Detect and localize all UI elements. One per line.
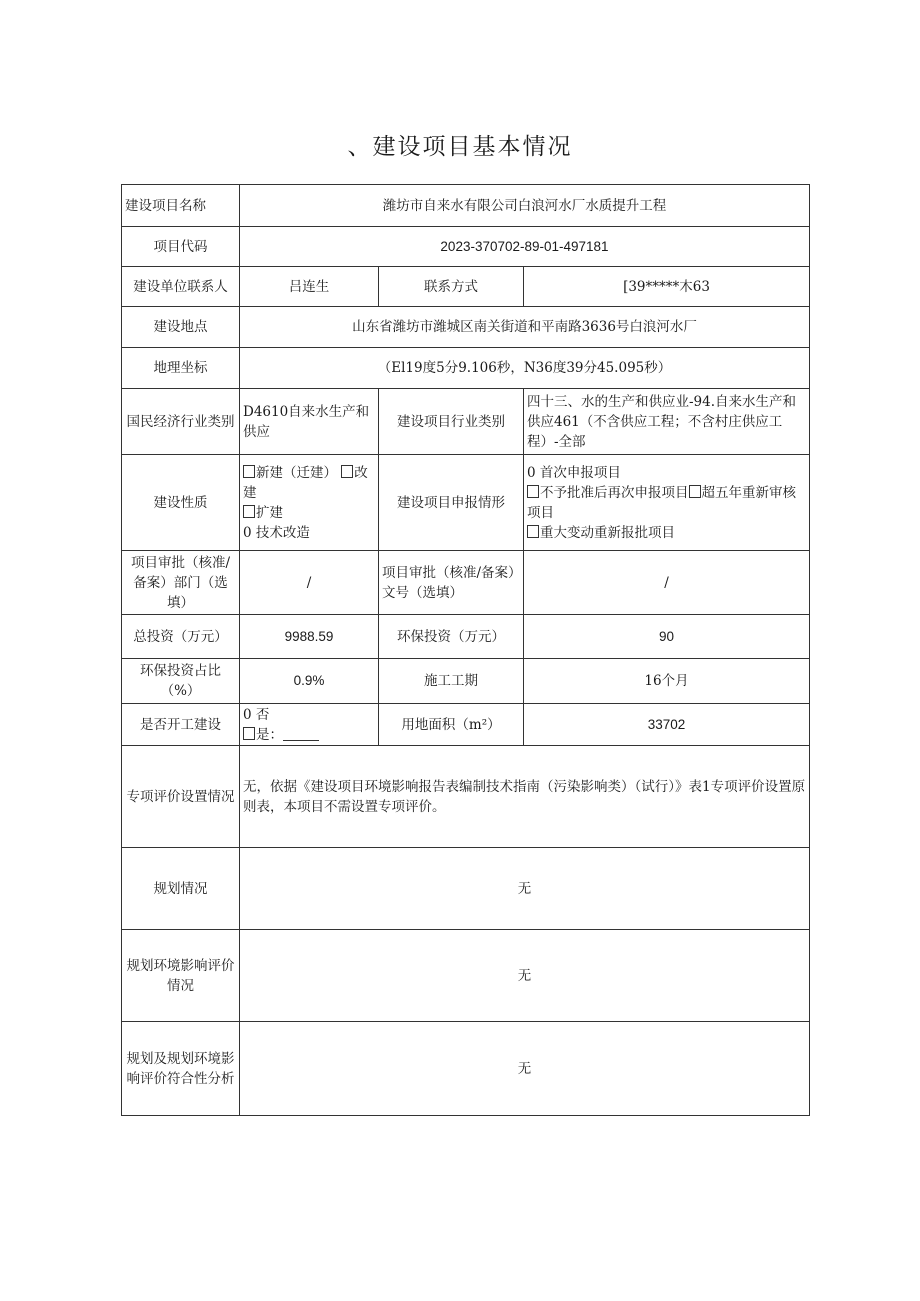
change-checkbox[interactable]	[341, 465, 353, 478]
nature-tech: 技术改造	[255, 524, 310, 541]
row-project-code	[122, 227, 810, 267]
row-planning	[122, 848, 810, 930]
row-contact	[122, 267, 810, 307]
row-coords	[122, 348, 810, 389]
expand-checkbox[interactable]	[243, 505, 255, 518]
report-first-mark[interactable]: 0	[527, 464, 536, 481]
contact-value: 吕连生	[240, 267, 379, 307]
nature-expand: 扩建	[256, 504, 283, 521]
total-investment-value: 9988.59	[240, 615, 379, 659]
planning-value: 无	[240, 848, 810, 930]
special-eval-value: 无，依据《建设项目环境影响报告表编制技术指南（污染影响类）（试行）》表1专项评价设置原则表，本项目不需设置专项评价。	[240, 746, 810, 848]
coords-value: （El19度5分9.106秒，N36度39分45.095秒）	[240, 348, 810, 389]
industry-label: 国民经济行业类别	[122, 389, 240, 455]
project-code-label: 项目代码	[122, 227, 240, 267]
total-investment-label: 总投资（万元）	[122, 615, 240, 659]
nature-change: 改建	[243, 464, 368, 501]
row-ratio	[122, 659, 810, 704]
row-nature	[122, 455, 810, 551]
construction-period-value: 16个月	[524, 659, 810, 704]
major-checkbox[interactable]	[527, 525, 539, 538]
approval-dept-value: /	[240, 551, 379, 615]
project-code-value: 2023-370702-89-01-497181	[240, 227, 810, 267]
row-special	[122, 746, 810, 848]
row-planning-eia	[122, 930, 810, 1022]
row-approval	[122, 551, 810, 615]
row-started	[122, 704, 810, 746]
env-ratio-label: 环保投资占比（%）	[122, 659, 240, 704]
row-investment	[122, 615, 810, 659]
project-name-value: 潍坊市自来水有限公司白浪河水厂水质提升工程	[240, 185, 810, 227]
report-label: 建设项目申报情形	[379, 455, 524, 551]
started-options	[240, 704, 379, 746]
location-label: 建设地点	[122, 307, 240, 348]
report-reapply: 不予批准后再次申报项目	[540, 484, 689, 501]
conformity-label: 规划及规划环境影响评价符合性分析	[122, 1022, 240, 1116]
approval-dept-label: 项目审批（核准/备案）部门（选填）	[122, 551, 240, 615]
contact-method-value: [39*****木63	[524, 267, 810, 307]
project-info-table	[121, 184, 810, 1116]
nature-new: 新建（迁建）	[256, 464, 337, 481]
row-industry	[122, 389, 810, 455]
new-checkbox[interactable]	[243, 465, 255, 478]
row-project-name	[122, 185, 810, 227]
tech-checked-mark[interactable]: 0	[243, 524, 252, 541]
project-industry-label: 建设项目行业类别	[379, 389, 524, 455]
started-no-mark[interactable]: 0	[243, 706, 252, 723]
started-yes-blank[interactable]	[283, 728, 319, 741]
report-major: 重大变动重新报批项目	[540, 524, 675, 541]
coords-label: 地理坐标	[122, 348, 240, 389]
project-name-label: 建设项目名称	[122, 185, 240, 227]
started-no: 否	[255, 706, 270, 723]
overdue-checkbox[interactable]	[689, 485, 701, 498]
report-overdue: 超五年重新审核项目	[527, 484, 796, 521]
planning-eia-label: 规划环境影响评价情况	[122, 930, 240, 1022]
planning-label: 规划情况	[122, 848, 240, 930]
land-area-label: 用地面积（m²）	[379, 704, 524, 746]
page-title: 、建设项目基本情况	[347, 134, 573, 160]
env-ratio-value: 0.9%	[240, 659, 379, 704]
report-first: 首次申报项目	[539, 464, 621, 481]
contact-method-label: 联系方式	[379, 267, 524, 307]
nature-label: 建设性质	[122, 455, 240, 551]
env-investment-label: 环保投资（万元）	[379, 615, 524, 659]
special-eval-label: 专项评价设置情况	[122, 746, 240, 848]
industry-value: D4610自来水生产和供应	[240, 389, 379, 455]
row-conformity	[122, 1022, 810, 1116]
reapply-checkbox[interactable]	[527, 485, 539, 498]
report-options	[524, 455, 810, 551]
started-yes-checkbox[interactable]	[243, 727, 255, 740]
approval-doc-value: /	[524, 551, 810, 615]
env-investment-value: 90	[524, 615, 810, 659]
contact-label: 建设单位联系人	[122, 267, 240, 307]
started-label: 是否开工建设	[122, 704, 240, 746]
row-location	[122, 307, 810, 348]
project-industry-value: 四十三、水的生产和供应业-94.自来水生产和供应461（不含供应工程；不含村庄供应工程）-全部	[524, 389, 810, 455]
location-value: 山东省潍坊市潍城区南关街道和平南路3636号白浪河水厂	[240, 307, 810, 348]
construction-period-label: 施工工期	[379, 659, 524, 704]
started-yes: 是：	[256, 726, 283, 743]
approval-doc-label: 项目审批（核准/备案）文号（选填）	[379, 551, 524, 615]
planning-eia-value: 无	[240, 930, 810, 1022]
land-area-value: 33702	[524, 704, 810, 746]
conformity-value: 无	[240, 1022, 810, 1116]
nature-options	[240, 455, 379, 551]
